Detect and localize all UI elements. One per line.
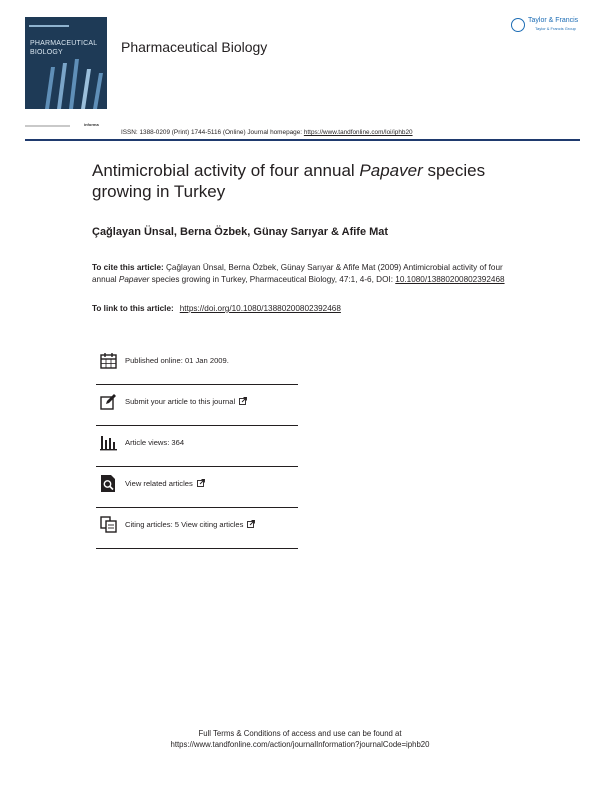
related-articles-text: View related articles — [125, 479, 193, 488]
citing-articles-link[interactable] — [125, 520, 255, 529]
publisher-logo-name: Taylor & Francis — [528, 17, 579, 24]
article-title-italic: Papaver — [359, 161, 423, 180]
footer-terms-text: Full Terms & Conditions of access and use can be found at — [198, 729, 402, 738]
info-row-citing[interactable] — [96, 508, 298, 549]
citing-articles-icon — [100, 516, 117, 533]
citing-articles-text: Citing articles: 5 View citing articles — [125, 520, 244, 529]
submit-article-text: Submit your article to this journal — [125, 397, 236, 406]
citation-doi-link[interactable]: 10.1080/13880200802392468 — [395, 275, 505, 284]
article-info-list — [96, 344, 298, 549]
publisher-logo[interactable] — [511, 16, 586, 36]
published-online-text: Published online: 01 Jan 2009. — [125, 356, 229, 365]
submit-article-link[interactable] — [125, 397, 247, 406]
article-title — [92, 160, 522, 202]
citation-text: Çağlayan Ünsal, Berna Özbek, Günay Sarıyar & Afife Mat (2009) Antimicrobial activity of four annual — [92, 263, 503, 284]
info-row-submit[interactable] — [96, 385, 298, 426]
search-document-icon — [100, 475, 117, 492]
info-row-related[interactable] — [96, 467, 298, 508]
article-link-label: To link to this article: — [92, 304, 174, 313]
citation-text-2: species growing in Turkey, Pharmaceutical Biology, 47:1, 4-6, DOI: — [149, 275, 396, 284]
publisher-logo-sub: Taylor & Francis Group — [535, 26, 576, 31]
journal-homepage-link[interactable]: https://www.tandfonline.com/loi/iphb20 — [303, 129, 413, 136]
issn-text: ISSN: 1388-0209 (Print) 1744-5116 (Online) Journal homepage: — [121, 129, 304, 136]
publisher-logo-icon — [511, 18, 525, 32]
info-row-published — [96, 344, 298, 385]
footer — [0, 728, 600, 750]
header-divider — [25, 139, 580, 141]
edit-icon — [100, 393, 117, 410]
article-link-line — [92, 304, 341, 313]
journal-cover-image — [25, 17, 107, 109]
citation-italic: Papaver — [118, 275, 150, 284]
cover-caption — [25, 125, 70, 127]
citation-block — [92, 262, 512, 286]
journal-title[interactable]: Pharmaceutical Biology — [121, 39, 268, 55]
related-articles-link[interactable] — [125, 479, 205, 488]
external-link-icon — [239, 397, 247, 405]
footer-terms-link[interactable]: https://www.tandfonline.com/action/journalInformation?journalCode=iphb20 — [170, 740, 430, 749]
external-link-icon — [197, 479, 205, 487]
cover-top-line — [29, 25, 69, 27]
cover-title: PHARMACEUTICAL BIOLOGY — [30, 40, 98, 56]
publisher-mark: informa — [84, 122, 99, 127]
article-title-part1: Antimicrobial activity of four annual — [92, 161, 360, 180]
cover-stripes-graphic — [25, 59, 107, 109]
article-views-text: Article views: 364 — [125, 438, 185, 447]
article-doi-url[interactable]: https://doi.org/10.1080/13880200802392468 — [179, 304, 341, 313]
citation-label: To cite this article: — [92, 263, 164, 272]
article-title-part2: species growing in Turkey — [92, 161, 486, 201]
calendar-icon — [100, 352, 117, 369]
bar-chart-icon — [100, 434, 117, 451]
article-authors: Çağlayan Ünsal, Berna Özbek, Günay Sarıyar & Afife Mat — [92, 226, 389, 238]
external-link-icon — [247, 520, 255, 528]
info-row-views — [96, 426, 298, 467]
issn-line — [121, 129, 413, 136]
